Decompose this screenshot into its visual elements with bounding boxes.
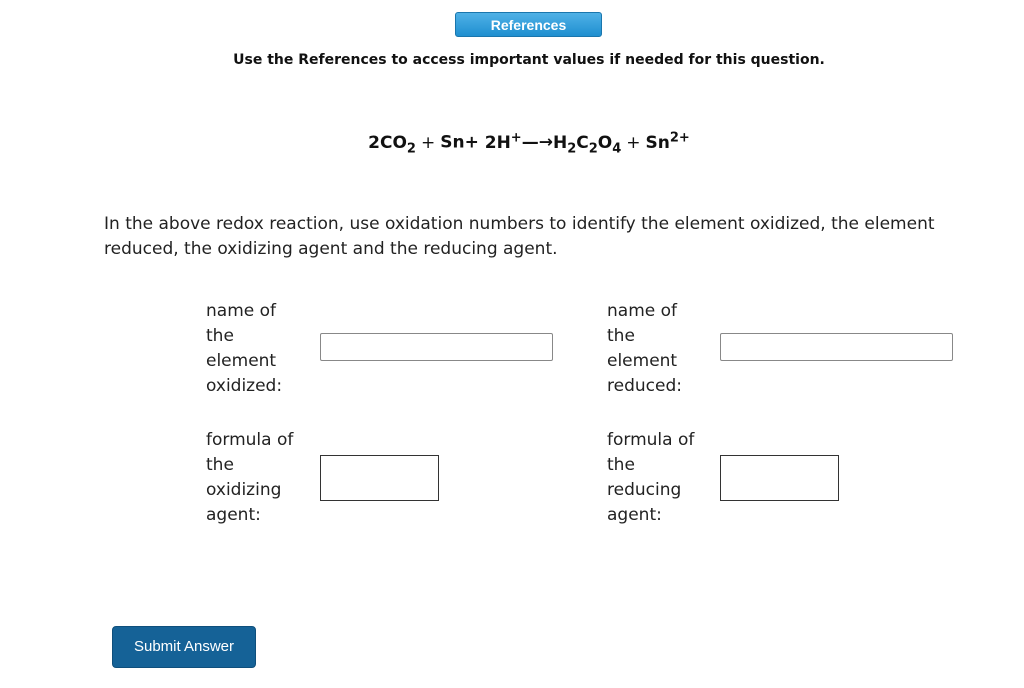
element-reduced-input[interactable] [720,333,953,361]
reaction-arrow: —→ [521,132,553,153]
reactant-h-ion: 2H+ [484,130,522,153]
instruction-text: Use the References to access important values if needed for this question. [233,52,825,68]
plus-sign: + [420,132,436,153]
reactant-sn: Sn+ [440,132,479,153]
oxidizing-agent-input[interactable] [320,455,439,501]
reactant-co2: $2CO_2$ [368,132,416,157]
submit-answer-button[interactable]: Submit Answer [112,626,256,668]
element-oxidized-input[interactable] [320,333,553,361]
product-sn-ion: $Sn^{2+}$ [645,130,690,153]
oxidizing-agent-label: formula of the oxidizing agent: [206,430,294,525]
product-oxalic-acid: $H_2C_2O_4$ [552,132,622,157]
element-reduced-label: name of the element reduced: [607,301,682,396]
chemical-equation [0,130,1024,156]
reducing-agent-label: formula of the reducing agent: [607,430,695,525]
question-text: In the above redox reaction, use oxidation numbers to identify the element oxidized, the element reduced, the oxidizing agent and the reducing agent. [104,214,935,259]
references-button[interactable]: References [455,12,602,37]
element-oxidized-label: name of the element oxidized: [206,301,283,396]
plus-sign: + [626,132,641,153]
reducing-agent-input[interactable] [720,455,839,501]
